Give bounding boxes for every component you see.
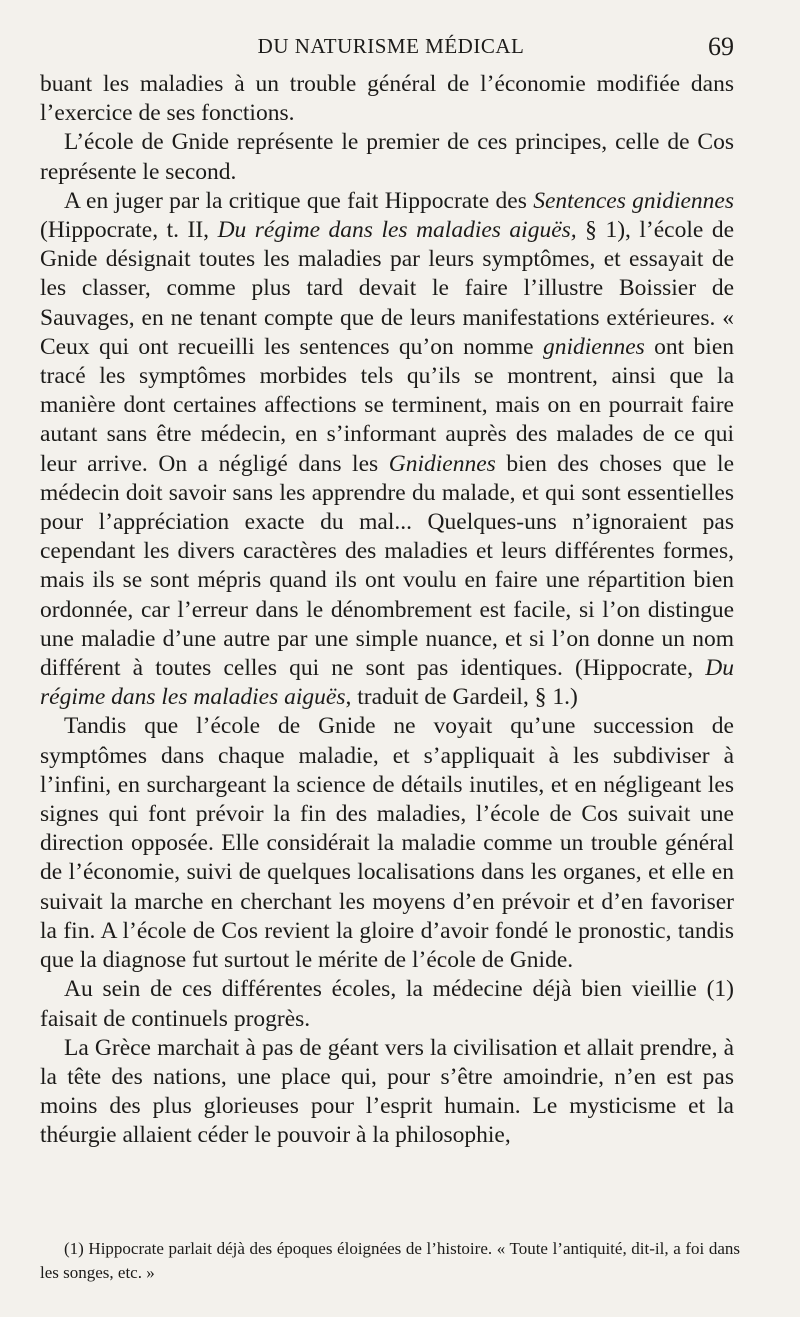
paragraph-2: L’école de Gnide représente le premier de ces principes, celle de Cos représente le second. bbox=[40, 129, 734, 185]
text-segment: A en juger par la critique que fait Hippocrate des bbox=[64, 187, 534, 214]
paragraph-5: Au sein de ces différentes écoles, la médecine déjà bien vieillie (1) faisait de continuels progrès. bbox=[40, 976, 734, 1032]
footnote-text: (1) Hippocrate parlait déjà des époques éloignées de l’histoire. « Toute l’antiquité, dit-il, a foi dans les songes, etc. » bbox=[40, 1239, 740, 1282]
running-title: DU NATURISME MÉDICAL bbox=[257, 34, 525, 58]
text-segment: , traduit de Gardeil, § 1.) bbox=[345, 684, 578, 711]
main-text bbox=[40, 70, 734, 1151]
italic-segment: Du régime dans les maladies aiguës, bbox=[217, 217, 577, 244]
footnote bbox=[40, 1237, 740, 1285]
paragraph-6: La Grèce marchait à pas de géant vers la civilisation et allait prendre, à la tête des nations, une place qui, pour s’être amoindrie, n’en est pas moins des plus glorieuses pour l’esprit humain. Le mysticisme et la théurgie allaient céder le pouvoir à la philosophie, bbox=[40, 1034, 734, 1149]
italic-segment: Sentences gnidiennes bbox=[533, 187, 734, 214]
text-segment: (Hippocrate, t. II, bbox=[40, 217, 218, 244]
italic-segment: gnidiennes bbox=[542, 333, 645, 360]
text-segment: bien des choses que le médecin doit savoir sans les apprendre du malade, et qui sont essentielles pour l’appréciation exacte du mal... Quelques-uns n’ignoraient pas cependant les divers caractères des maladies et leurs différentes formes, mais ils se sont mépris quand ils ont voulu en faire une répartition bien ordonnée, car l’erreur dans le dénombrement est facile, si l’on distingue une maladie d’une autre par une simple nuance, et si l’on donne un nom différent à toutes celles qui ne sont pas identiques. (Hippocrate, bbox=[40, 450, 735, 682]
text-segment: § 1), l’école de Gnide désignait toutes les maladies par leurs symptômes, et essayait de les classer, comme plus tard devait le faire l’illustre Boissier de Sauvages, en ne tenant compte que de leurs manifestations extérieures. « Ceux qui ont recueilli les sentences qu’on nomme bbox=[40, 217, 735, 360]
italic-segment: Du régime dans les maladies aiguës bbox=[40, 655, 734, 711]
paragraph-3 bbox=[40, 187, 734, 713]
page-number: 69 bbox=[708, 32, 734, 61]
italic-segment: Gnidiennes bbox=[388, 450, 496, 477]
text-segment: ont bien tracé les symptômes morbides tels qu’ils se montrent, ainsi que la manière dont certaines affections se terminent, mais on en pourrait faire autant sans être médecin, en s’informant auprès des malades de ce qui leur arrive. On a négligé dans les bbox=[40, 333, 734, 477]
paragraph-4: Tandis que l’école de Gnide ne voyait qu’une succession de symptômes dans chaque maladie, et s’appliquait à les subdiviser à l’infini, en surchargeant la science de détails inutiles, et en négligeant les signes qui font prévoir la fin des maladies, l’école de Cos suivait une direction opposée. Elle considérait la maladie comme un trouble général de l’économie, suivi de quelques localisations dans les organes, et elle en suivait la marche en cherchant les moyens d’en prévoir et d’en favoriser la fin. A l’école de Cos revient la gloire d’avoir fondé le pronostic, tandis que la diagnose fut surtout le mérite de l’école de Gnide. bbox=[40, 713, 734, 974]
paragraph-1: buant les maladies à un trouble général de l’économie modifiée dans l’exercice de ses fonctions. bbox=[40, 71, 734, 127]
page-header bbox=[48, 32, 734, 64]
